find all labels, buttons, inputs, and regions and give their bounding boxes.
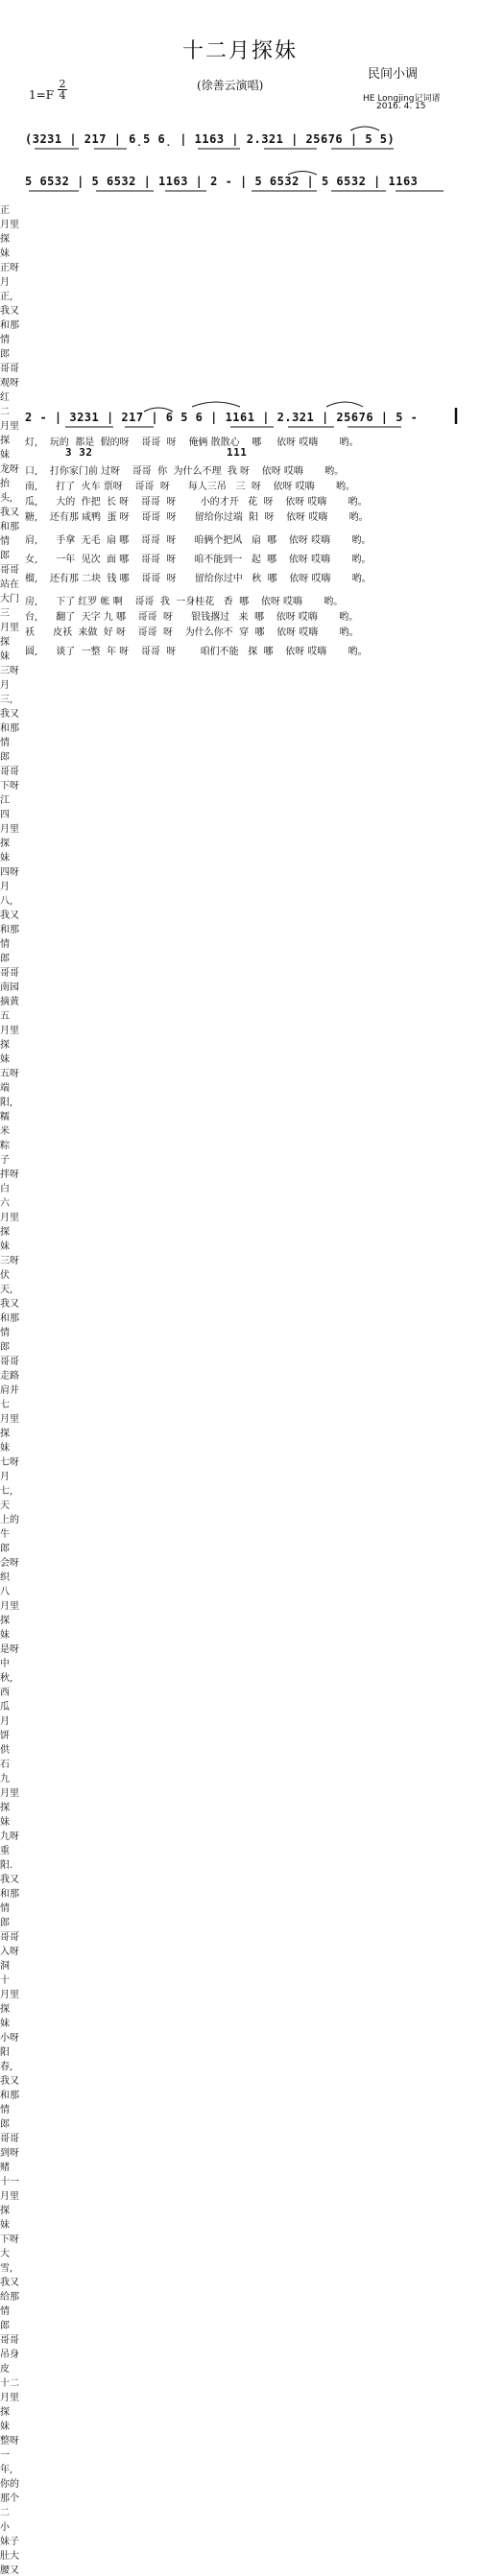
verse-cell: 郎 <box>0 752 10 763</box>
lyric-line: 口, 打你家门前 过呀 哥哥 你 为什么不理 我 呀 依呀 哎嗨 哟。 <box>25 466 345 477</box>
verse-cell: 月里 <box>0 1213 19 1223</box>
verse-cell: 六 <box>0 1198 10 1209</box>
verse-cell: 月里 <box>0 1414 19 1425</box>
verse-cell: 和那 <box>0 1889 19 1900</box>
verse-cell: 探 <box>0 1429 10 1439</box>
verse-cell: 小呀 <box>0 2033 19 2044</box>
verse-cell: 小 <box>0 2522 10 2533</box>
verse-cell: 月里 <box>0 1788 19 1799</box>
verse-cell: 月里 <box>0 1990 19 2000</box>
lyric-line: 圆, 谈了 一整 年 呀 哥哥 呀 咱们不能 探 哪 依呀 哎嗨 哟。 <box>25 647 368 657</box>
verse-cell: 哥哥 <box>0 565 19 576</box>
verse-cell: 探 <box>0 2206 10 2216</box>
verse-cell: 九 <box>0 1774 10 1784</box>
verse-cell: 妹 <box>0 1054 10 1065</box>
verse-cell: 三呀 <box>0 1256 19 1266</box>
verse-cell: 情 <box>0 939 10 950</box>
verse-cell: 给那 <box>0 2292 19 2303</box>
verse-cell: 米 <box>0 1126 10 1137</box>
verse-cell: 八 <box>0 1587 10 1597</box>
verse-cell: 三呀 <box>0 666 19 676</box>
verse-cell: 伏 <box>0 1270 10 1281</box>
verse-cell: 月 <box>0 1716 10 1727</box>
verse-cell: 下呀 <box>0 781 19 792</box>
verse-cell: 肩并 <box>0 1385 19 1396</box>
verse-cell: 拌呀 <box>0 1170 19 1180</box>
verse-cell: 五呀 <box>0 1069 19 1079</box>
verse-cell: 九呀 <box>0 1832 19 1842</box>
verse-cell: 妹 <box>0 1241 10 1252</box>
verse-cell: 郎 <box>0 551 10 561</box>
verse-cell: 秋, <box>0 1673 13 1684</box>
score-markings <box>0 0 480 700</box>
key-signature: 1=F <box>29 88 55 102</box>
verse-cell: 南园 <box>0 982 19 993</box>
lyric-line: 瓜, 大的 作把 长 呀 哥哥 呀 小的才开 花 呀 依呀 哎嗨 哟。 <box>25 497 368 508</box>
verse-cell: 八, <box>0 896 13 907</box>
verse-cell: 你的 <box>0 2479 19 2490</box>
verse-cell: 到呀 <box>0 2148 19 2159</box>
verse-cell: 妹 <box>0 1817 10 1828</box>
verse-cell: 哥哥 <box>0 1357 19 1367</box>
verse-cell: 皮 <box>0 2364 10 2375</box>
verse-cell: 是呀 <box>0 1644 19 1655</box>
verse-cell: 赌 <box>0 2162 10 2173</box>
verse-cell: 妹 <box>0 853 10 863</box>
verse-cell: 情 <box>0 2306 10 2317</box>
verse-cell: 肚大 <box>0 2551 19 2562</box>
verse-cell: 情 <box>0 2105 10 2115</box>
verse-cell: 月里 <box>0 421 19 432</box>
verse-cell: 七, <box>0 1486 13 1497</box>
singer-label: (徐善云演唱) <box>197 79 264 92</box>
verse-cell: 妹 <box>0 2019 10 2029</box>
verse-cell: 和那 <box>0 2091 19 2101</box>
verse-cell: 哥哥 <box>0 2335 19 2346</box>
verse-cell: 月 <box>0 1472 10 1482</box>
verse-cell: 江 <box>0 795 10 806</box>
lyric-line: 肩, 手拿 无毛 扇 哪 哥哥 呀 咱俩个把风 扇 哪 依呀 哎嗨 哟。 <box>25 535 372 546</box>
lyric-line: 女, 一年 见次 面 哪 哥哥 呀 咱不能到一 起 哪 依呀 哎嗨 哟。 <box>25 555 372 565</box>
verse-cell: 月里 <box>0 1026 19 1036</box>
verse-cell: 雪, <box>0 2263 13 2274</box>
verse-cell: 哥哥 <box>0 767 19 777</box>
verse-cell: 情 <box>0 335 10 345</box>
verse-cell: 整呀 <box>0 2436 19 2446</box>
verse-cell: 月里 <box>0 623 19 633</box>
verse-cell: 月 <box>0 680 10 691</box>
verse-cell: 月里 <box>0 2191 19 2202</box>
verse-cell: 三, <box>0 695 13 705</box>
lyric-line: 南, 打了 火车 票呀 哥哥 呀 每人三吊 三 呀 依呀 哎嗨 哟。 <box>25 482 355 492</box>
verse-cell: 探 <box>0 2407 10 2418</box>
verse-cell: 下呀 <box>0 2234 19 2245</box>
verse-cell: 情 <box>0 1903 10 1914</box>
credit-label: HE Longjing记词谱 <box>363 94 441 104</box>
verse-cell: 摘黄 <box>0 997 19 1007</box>
verse-cell: 哥哥 <box>0 968 19 979</box>
verse-cell: 探 <box>0 637 10 648</box>
verse-cell: 天, <box>0 1285 13 1295</box>
verse-cell: 郎 <box>0 954 10 964</box>
verse-cell: 妹 <box>0 1630 10 1641</box>
verse-cell: 探 <box>0 1227 10 1238</box>
verse-cell: 情 <box>0 1328 10 1338</box>
verse-cell: 十 <box>0 1975 10 1986</box>
verse-cell: 白 <box>0 1184 10 1194</box>
verse-cell: 郎 <box>0 2321 10 2331</box>
verse-cell: 腰又 <box>0 2565 19 2576</box>
verse-cell: 妹 <box>0 2220 10 2231</box>
verse-cell: 会呀 <box>0 1558 19 1569</box>
verse-cell: 和那 <box>0 1313 19 1324</box>
verse-cell: 阳. <box>0 1860 13 1871</box>
lyric-line: 房, 下了 红罗 帐 啊 哥哥 我 一身桂花 香 哪 依呀 哎嗨 哟。 <box>25 597 344 607</box>
verse-cell: 我又 <box>0 910 19 921</box>
verse-cell: 和那 <box>0 925 19 935</box>
score-line-2: 5 6532 | 5 6532 | 1163 | 2 - | 5 6532 | 5 6532 | 1163 <box>25 175 419 188</box>
verse-cell: 我又 <box>0 1875 19 1885</box>
time-bottom: 4 <box>59 89 66 102</box>
verse-cell: 头, <box>0 493 13 504</box>
verse-cell: 哥哥 <box>0 2134 19 2144</box>
verse-cell: 月 <box>0 882 10 892</box>
verse-cell: 情 <box>0 738 10 748</box>
verse-cell: 年, <box>0 2465 13 2475</box>
verse-cell: 郎 <box>0 1544 10 1554</box>
verse-cell: 探 <box>0 436 10 446</box>
genre-label: 民间小调 <box>368 67 419 82</box>
verse-cell: 瓜 <box>0 1702 10 1713</box>
song-title: 十二月探妹 <box>181 39 298 63</box>
verse-cell: 妹 <box>0 2422 10 2432</box>
verse-cell: 七呀 <box>0 1457 19 1468</box>
verse-cell: 我又 <box>0 508 19 518</box>
lyric-line: 榴, 还有那 二块 钱 哪 哥哥 呀 留给你过中 秋 哪 依呀 哎嗨 哟。 <box>25 574 372 584</box>
verse-cell: 郎 <box>0 2119 10 2130</box>
verse-cell: 和那 <box>0 723 19 734</box>
verse-cell: 月里 <box>0 824 19 835</box>
verse-cell: 端 <box>0 1083 10 1094</box>
verse-cell: 和那 <box>0 522 19 532</box>
verse-cell: 阳, <box>0 1098 13 1108</box>
verse-cell: 阳 <box>0 2047 10 2058</box>
verse-cell: 月里 <box>0 220 19 230</box>
lyric-line: 台, 翻了 天字 九 哪 哥哥 呀 银钱撂过 来 哪 依呀 哎嗨 哟。 <box>25 612 359 623</box>
verse-cell: 春, <box>0 2062 13 2072</box>
verse-cell: 石 <box>0 1760 10 1770</box>
verse-cell: 供 <box>0 1745 10 1756</box>
verse-cell: 探 <box>0 234 10 245</box>
verse-cell: 妹 <box>0 248 10 259</box>
verse-cell: 妹 <box>0 1443 10 1453</box>
verse-cell: 大门 <box>0 594 19 604</box>
variant-notes-2: 111 <box>227 446 248 459</box>
verse-cell: 四呀 <box>0 867 19 878</box>
verse-cell: 郎 <box>0 349 10 360</box>
verse-cell: 正 <box>0 205 10 216</box>
verse-cell: 洞 <box>0 1961 10 1972</box>
verse-cell: 探 <box>0 1803 10 1813</box>
verse-cell: 走路 <box>0 1371 19 1382</box>
verse-cell: 二 <box>0 407 10 417</box>
verse-cell: 牛 <box>0 1529 10 1540</box>
verse-cell: 二 <box>0 2508 10 2518</box>
score-line-3: 2 - | 3231 | 217 | 6 5 6 | 1161 | 2.321 | 25676 | 5 - <box>25 411 419 424</box>
verse-cell: 和那 <box>0 320 19 331</box>
time-top: 2 <box>59 78 66 90</box>
verse-cell: 探 <box>0 1040 10 1051</box>
verse-cell: 织 <box>0 1572 10 1583</box>
verse-cell: 我又 <box>0 2076 19 2087</box>
variant-notes-1: 3 32 <box>65 446 93 459</box>
verse-cell: 抬 <box>0 479 10 489</box>
verse-cell: 郎 <box>0 1918 10 1928</box>
verse-cell: 我又 <box>0 2278 19 2288</box>
verse-cell: 探 <box>0 2004 10 2015</box>
date-label: 2016. 4. 15 <box>376 102 426 111</box>
verse-cell: 十二 <box>0 2378 19 2389</box>
verse-cell: 哥哥 <box>0 1932 19 1943</box>
verse-cell: 月 <box>0 277 10 288</box>
verse-cell: 重 <box>0 1846 10 1856</box>
verse-cell: 妹 <box>0 450 10 461</box>
verse-cell: 粽 <box>0 1141 10 1151</box>
verse-cell: 天 <box>0 1501 10 1511</box>
verse-cell: 妹 <box>0 651 10 662</box>
lyric-line: 糖, 还有那 咸鸭 蛋 呀 哥哥 呀 留给你过端 阳 呀 依呀 哎嗨 哟。 <box>25 512 369 523</box>
verse-cell: 正, <box>0 292 13 302</box>
verse-cell: 正呀 <box>0 263 19 273</box>
verse-cell: 那个 <box>0 2493 19 2504</box>
verse-cell: 我又 <box>0 306 19 317</box>
lyric-line: 灯, 玩的 都是 假的呀 哥哥 呀 俺俩 散散心 哪 依呀 哎嗨 哟。 <box>25 437 359 448</box>
verse-cell: 七 <box>0 1400 10 1410</box>
verse-cell: 我又 <box>0 709 19 720</box>
verse-cell: 吊身 <box>0 2350 19 2360</box>
verse-cell: 探 <box>0 839 10 849</box>
verse-cell: 子 <box>0 1155 10 1166</box>
verse-cell: 妹子 <box>0 2537 19 2547</box>
verse-cell: 月里 <box>0 2393 19 2403</box>
verse-cell: 月里 <box>0 1601 19 1612</box>
verse-cell: 西 <box>0 1688 10 1698</box>
verse-cell: 红 <box>0 392 10 403</box>
verse-cell: 中 <box>0 1659 10 1669</box>
lyric-line: 袄 皮袄 来做 好 呀 哥哥 呀 为什么你不 穿 哪 依呀 哎嗨 哟。 <box>25 627 359 638</box>
verse-cell: 龙呀 <box>0 464 19 475</box>
verse-cell: 情 <box>0 536 10 547</box>
verse-cell: 观呀 <box>0 378 19 389</box>
verse-cell: 大 <box>0 2249 10 2259</box>
verse-cell: 站在 <box>0 579 19 590</box>
verse-cell: 一 <box>0 2450 10 2461</box>
verse-cell: 五 <box>0 1011 10 1022</box>
verse-cell: 饼 <box>0 1731 10 1741</box>
verse-cell: 入呀 <box>0 1947 19 1957</box>
verse-cell: 三 <box>0 608 10 619</box>
score-line-1: (3231 | 217 | 6̣5 6̣ | 1163 | 2.321 | 25676 | 5 5) <box>25 132 396 146</box>
verse-cell: 糯 <box>0 1112 10 1123</box>
verse-cell: 上的 <box>0 1515 19 1525</box>
verse-cell: 哥哥 <box>0 364 19 374</box>
verse-cell: 我又 <box>0 1299 19 1310</box>
verse-cell: 四 <box>0 810 10 820</box>
verse-cell: 探 <box>0 1616 10 1626</box>
verse-cell: 郎 <box>0 1342 10 1353</box>
verse-cell: 十一 <box>0 2177 19 2187</box>
